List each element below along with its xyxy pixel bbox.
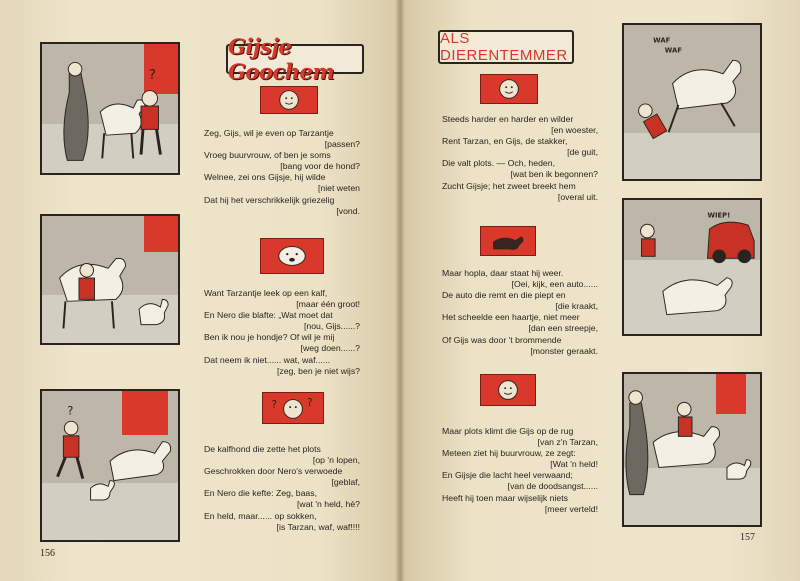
verse-block-6: Maar plots klimt die Gijs op de rug [van z'n Tarzan, Meteen ziet hij buurvrouw, ze zegt: [Wat 'n held! En Gijsje die lacht heel verwaand; [van de doodsangst...... Heeft hij toen maar wijselijk niets [meer verteld!	[442, 426, 598, 514]
illustration-boy-big-dog	[40, 214, 180, 345]
illustration-car-near-miss	[622, 198, 762, 336]
chapter-title-banner	[226, 34, 364, 84]
svg-text:?: ?	[307, 397, 313, 410]
svg-text:?: ?	[271, 399, 277, 411]
verse-block-5: Maar hopla, daar staat hij weer. [Oei, kijk, een auto...... De auto die remt en die piept en [die kraakt, Het scheelde een haartje, niet meer [dan een streepje, Of Gijs was door 't brommende [monster geraakt.	[442, 268, 598, 356]
vignette-puzzled-face	[262, 392, 324, 424]
vignette-dog-head	[260, 238, 324, 274]
vignette-boy-face-right-2	[480, 374, 536, 406]
illustration-dog-runs	[40, 389, 180, 542]
sound-toot: WIEP!	[707, 211, 731, 220]
chapter-subtitle: ALS DIERENTEMMER	[440, 30, 568, 64]
verse-block-4: Steeds harder en harder en wilder [en woester, Rent Tarzan, en Gijs, de stakker, [de guit, Die valt plots. — Och, heden, [wat ben ik begonnen? Zucht Gijsje; het zweet breekt hem [overal uit.	[442, 114, 598, 202]
chapter-title: Gijsje Goochem	[228, 34, 335, 84]
illustration-dog-drags-boy	[622, 23, 762, 181]
svg-text:?: ?	[148, 66, 157, 83]
verse-block-3: De kalfhond die zette het plots [op 'n lopen, Geschrokken door Nero's verwoede [geblaf, En Nero die kefte: Zeg, baas, [wat 'n held, hè? En held, maar...... op sokken, [is Tarzan, waf, waf!!!!	[204, 444, 360, 532]
page-number-right: 157	[740, 532, 755, 543]
verse-block-2: Want Tarzantje leek op een kalf, [maar één groot! En Nero die blafte: „Wat moet dat [nou, Gijs......? Ben ik nou je hondje? Of wil je mij [weg doen......? Dat neem ik niet...... wat, waf...... [zeg, ben je niet wijs?	[204, 288, 360, 376]
chapter-subtitle-banner	[438, 30, 574, 64]
vignette-boy-face	[260, 86, 318, 114]
svg-text:?: ?	[67, 403, 74, 418]
book-gutter	[395, 0, 405, 581]
page-number-left: 156	[40, 548, 55, 559]
sound-waf-1: WAF	[653, 36, 671, 45]
illustration-woman-boy-dog	[40, 42, 180, 175]
right-page	[400, 0, 800, 581]
vignette-boy-face-right	[480, 74, 538, 104]
vignette-dog-running	[480, 226, 536, 256]
illustration-boy-rides-dog	[622, 372, 762, 527]
sound-waf-2: WAF	[664, 46, 682, 55]
verse-block-1: Zeg, Gijs, wil je even op Tarzantje [passen? Vroeg buurvrouw, of ben je soms [bang voor de hond? Welnee, zei ons Gijsje, hij wilde [niet weten Dat hij het verschrikkelijk griezelig [vond.	[204, 128, 360, 216]
